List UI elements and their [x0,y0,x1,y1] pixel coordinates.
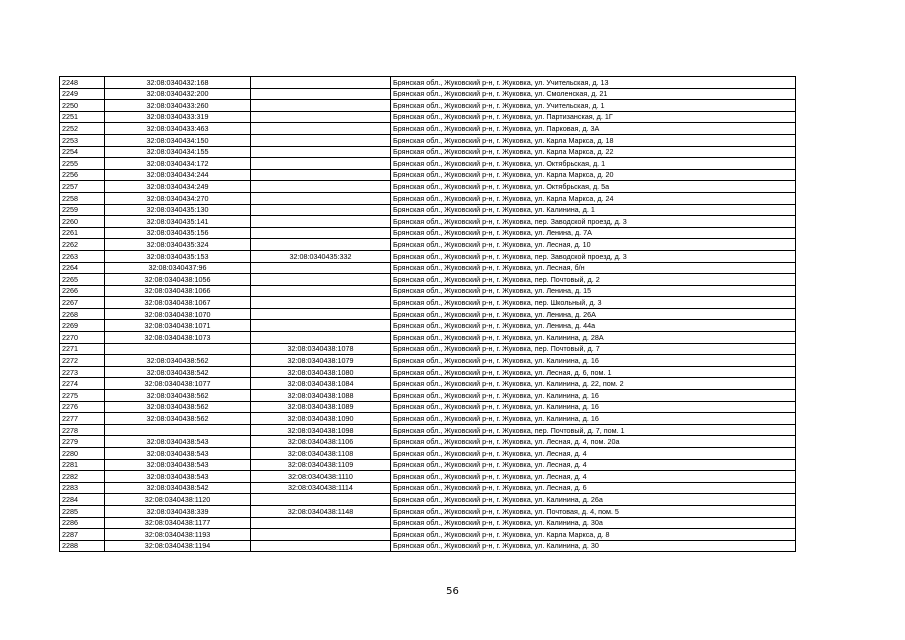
table-row [60,146,796,158]
row-number-cell: 2268 [60,308,105,320]
cadastral-number-cell: 32:08:0340438:1077 [105,378,251,390]
table-row [60,285,796,297]
cadastral-number-cell: 32:08:0340435:153 [105,250,251,262]
cadastral-number-cell: 32:08:0340438:542 [105,482,251,494]
cadastral-number-cell [105,424,251,436]
row-number-cell: 2276 [60,401,105,413]
object-cadastral-number-cell: 32:08:0340438:1084 [251,378,391,390]
table-row [60,355,796,367]
table-row [60,111,796,123]
row-number-cell: 2258 [60,192,105,204]
address-cell: Брянская обл., Жуковский р-н, г. Жуковка, пер. Почтовый, д. 2 [391,274,796,286]
table-row [60,378,796,390]
object-cadastral-number-cell [251,169,391,181]
cadastral-number-cell: 32:08:0340438:562 [105,401,251,413]
object-cadastral-number-cell [251,274,391,286]
object-cadastral-number-cell: 32:08:0340438:1108 [251,448,391,460]
cadastral-number-cell: 32:08:0340438:1177 [105,517,251,529]
table-row [60,343,796,355]
object-cadastral-number-cell: 32:08:0340438:1110 [251,471,391,483]
row-number-cell: 2256 [60,169,105,181]
object-cadastral-number-cell [251,227,391,239]
object-cadastral-number-cell [251,111,391,123]
cadastral-number-cell: 32:08:0340434:270 [105,192,251,204]
object-cadastral-number-cell [251,192,391,204]
row-number-cell: 2260 [60,216,105,228]
object-cadastral-number-cell [251,308,391,320]
cadastral-number-cell: 32:08:0340435:156 [105,227,251,239]
table-row [60,308,796,320]
object-cadastral-number-cell: 32:08:0340438:1078 [251,343,391,355]
cadastral-number-cell: 32:08:0340438:1067 [105,297,251,309]
address-cell: Брянская обл., Жуковский р-н, г. Жуковка, ул. Калинина, д. 16 [391,413,796,425]
object-cadastral-number-cell [251,100,391,112]
row-number-cell: 2281 [60,459,105,471]
row-number-cell: 2277 [60,413,105,425]
object-cadastral-number-cell [251,332,391,344]
object-cadastral-number-cell: 32:08:0340438:1079 [251,355,391,367]
cadastral-number-cell: 32:08:0340438:562 [105,413,251,425]
row-number-cell: 2270 [60,332,105,344]
cadastral-number-cell: 32:08:0340438:542 [105,366,251,378]
cadastral-number-cell: 32:08:0340438:543 [105,471,251,483]
property-table [59,76,796,552]
object-cadastral-number-cell [251,134,391,146]
cadastral-number-cell: 32:08:0340438:562 [105,390,251,402]
object-cadastral-number-cell [251,320,391,332]
object-cadastral-number-cell: 32:08:0340438:1090 [251,413,391,425]
address-cell: Брянская обл., Жуковский р-н, г. Жуковка, ул. Карла Маркса, д. 20 [391,169,796,181]
address-cell: Брянская обл., Жуковский р-н, г. Жуковка, ул. Калинина, д. 30 [391,540,796,552]
object-cadastral-number-cell [251,88,391,100]
address-cell: Брянская обл., Жуковский р-н, г. Жуковка, пер. Почтовый, д. 7, пом. 1 [391,424,796,436]
object-cadastral-number-cell [251,494,391,506]
address-cell: Брянская обл., Жуковский р-н, г. Жуковка, ул. Учительская, д. 1 [391,100,796,112]
cadastral-number-cell: 32:08:0340438:1194 [105,540,251,552]
address-cell: Брянская обл., Жуковский р-н, г. Жуковка, ул. Калинина, д. 16 [391,355,796,367]
row-number-cell: 2266 [60,285,105,297]
cadastral-number-cell: 32:08:0340433:319 [105,111,251,123]
table-row [60,505,796,517]
cadastral-number-cell: 32:08:0340438:543 [105,459,251,471]
object-cadastral-number-cell [251,262,391,274]
object-cadastral-number-cell: 32:08:0340438:1089 [251,401,391,413]
address-cell: Брянская обл., Жуковский р-н, г. Жуковка, пер. Школьный, д. 3 [391,297,796,309]
object-cadastral-number-cell [251,529,391,541]
row-number-cell: 2248 [60,77,105,89]
table-row [60,482,796,494]
address-cell: Брянская обл., Жуковский р-н, г. Жуковка, ул. Парковая, д. 3А [391,123,796,135]
table-row [60,181,796,193]
table-row [60,169,796,181]
object-cadastral-number-cell [251,204,391,216]
table-row [60,448,796,460]
cadastral-number-cell: 32:08:0340438:1066 [105,285,251,297]
table-row [60,158,796,170]
table-row [60,424,796,436]
row-number-cell: 2288 [60,540,105,552]
object-cadastral-number-cell [251,517,391,529]
object-cadastral-number-cell [251,216,391,228]
cadastral-number-cell: 32:08:0340434:172 [105,158,251,170]
cadastral-number-cell: 32:08:0340434:150 [105,134,251,146]
object-cadastral-number-cell: 32:08:0340438:1106 [251,436,391,448]
table-row [60,216,796,228]
address-cell: Брянская обл., Жуковский р-н, г. Жуковка, ул. Калинина, д. 16 [391,401,796,413]
row-number-cell: 2274 [60,378,105,390]
page-number: 56 [446,586,459,597]
address-cell: Брянская обл., Жуковский р-н, г. Жуковка, ул. Карла Маркса, д. 22 [391,146,796,158]
object-cadastral-number-cell [251,540,391,552]
object-cadastral-number-cell [251,77,391,89]
table-row [60,204,796,216]
object-cadastral-number-cell [251,239,391,251]
object-cadastral-number-cell: 32:08:0340435:332 [251,250,391,262]
table-row [60,320,796,332]
object-cadastral-number-cell [251,181,391,193]
address-cell: Брянская обл., Жуковский р-н, г. Жуковка, ул. Лесная, б/н [391,262,796,274]
row-number-cell: 2286 [60,517,105,529]
table-row [60,517,796,529]
cadastral-number-cell: 32:08:0340438:1073 [105,332,251,344]
row-number-cell: 2279 [60,436,105,448]
object-cadastral-number-cell [251,285,391,297]
table-row [60,529,796,541]
cadastral-number-cell: 32:08:0340433:463 [105,123,251,135]
table-row [60,77,796,89]
cadastral-number-cell: 32:08:0340438:1071 [105,320,251,332]
address-cell: Брянская обл., Жуковский р-н, г. Жуковка, ул. Ленина, д. 7А [391,227,796,239]
cadastral-number-cell: 32:08:0340434:244 [105,169,251,181]
row-number-cell: 2271 [60,343,105,355]
row-number-cell: 2262 [60,239,105,251]
table-row [60,459,796,471]
object-cadastral-number-cell [251,158,391,170]
table-row [60,401,796,413]
address-cell: Брянская обл., Жуковский р-н, г. Жуковка, ул. Карла Маркса, д. 8 [391,529,796,541]
cadastral-number-cell: 32:08:0340438:543 [105,436,251,448]
object-cadastral-number-cell: 32:08:0340438:1114 [251,482,391,494]
cadastral-number-cell: 32:08:0340438:543 [105,448,251,460]
cadastral-number-cell: 32:08:0340438:1056 [105,274,251,286]
address-cell: Брянская обл., Жуковский р-н, г. Жуковка, ул. Лесная, д. 10 [391,239,796,251]
row-number-cell: 2252 [60,123,105,135]
address-cell: Брянская обл., Жуковский р-н, г. Жуковка, ул. Калинина, д. 22, пом. 2 [391,378,796,390]
object-cadastral-number-cell [251,123,391,135]
address-cell: Брянская обл., Жуковский р-н, г. Жуковка, ул. Октябрьская, д. 5а [391,181,796,193]
address-cell: Брянская обл., Жуковский р-н, г. Жуковка, ул. Партизанская, д. 1Г [391,111,796,123]
address-cell: Брянская обл., Жуковский р-н, г. Жуковка, ул. Калинина, д. 16 [391,390,796,402]
table-row [60,366,796,378]
address-cell: Брянская обл., Жуковский р-н, г. Жуковка, ул. Калинина, д. 28А [391,332,796,344]
address-cell: Брянская обл., Жуковский р-н, г. Жуковка, пер. Почтовый, д. 7 [391,343,796,355]
table-row [60,123,796,135]
row-number-cell: 2259 [60,204,105,216]
address-cell: Брянская обл., Жуковский р-н, г. Жуковка, ул. Калинина, д. 26а [391,494,796,506]
row-number-cell: 2267 [60,297,105,309]
row-number-cell: 2249 [60,88,105,100]
address-cell: Брянская обл., Жуковский р-н, г. Жуковка, пер. Заводской проезд, д. 3 [391,250,796,262]
object-cadastral-number-cell: 32:08:0340438:1080 [251,366,391,378]
row-number-cell: 2283 [60,482,105,494]
table-row [60,390,796,402]
table-row [60,274,796,286]
row-number-cell: 2255 [60,158,105,170]
object-cadastral-number-cell: 32:08:0340438:1098 [251,424,391,436]
address-cell: Брянская обл., Жуковский р-н, г. Жуковка, ул. Учительская, д. 13 [391,77,796,89]
address-cell: Брянская обл., Жуковский р-н, г. Жуковка, ул. Карла Маркса, д. 18 [391,134,796,146]
address-cell: Брянская обл., Жуковский р-н, г. Жуковка, ул. Лесная, д. 6 [391,482,796,494]
table-row [60,471,796,483]
row-number-cell: 2280 [60,448,105,460]
table-row [60,192,796,204]
cadastral-number-cell: 32:08:0340435:324 [105,239,251,251]
row-number-cell: 2284 [60,494,105,506]
cadastral-number-cell: 32:08:0340435:141 [105,216,251,228]
table-row [60,297,796,309]
address-cell: Брянская обл., Жуковский р-н, г. Жуковка, ул. Лесная, д. 4 [391,471,796,483]
row-number-cell: 2273 [60,366,105,378]
table-row [60,262,796,274]
address-cell: Брянская обл., Жуковский р-н, г. Жуковка, ул. Калинина, д. 1 [391,204,796,216]
row-number-cell: 2264 [60,262,105,274]
row-number-cell: 2269 [60,320,105,332]
row-number-cell: 2285 [60,505,105,517]
cadastral-number-cell: 32:08:0340437:96 [105,262,251,274]
table-row [60,540,796,552]
row-number-cell: 2282 [60,471,105,483]
table-row [60,239,796,251]
address-cell: Брянская обл., Жуковский р-н, г. Жуковка, ул. Почтовая, д. 4, пом. 5 [391,505,796,517]
table-row [60,134,796,146]
row-number-cell: 2263 [60,250,105,262]
cadastral-number-cell: 32:08:0340432:200 [105,88,251,100]
cadastral-number-cell: 32:08:0340438:339 [105,505,251,517]
object-cadastral-number-cell: 32:08:0340438:1109 [251,459,391,471]
address-cell: Брянская обл., Жуковский р-н, г. Жуковка, ул. Ленина, д. 44а [391,320,796,332]
cadastral-number-cell: 32:08:0340438:562 [105,355,251,367]
property-table-body [60,77,796,552]
object-cadastral-number-cell: 32:08:0340438:1148 [251,505,391,517]
address-cell: Брянская обл., Жуковский р-н, г. Жуковка, ул. Ленина, д. 26А [391,308,796,320]
cadastral-number-cell: 32:08:0340434:249 [105,181,251,193]
cadastral-number-cell: 32:08:0340438:1070 [105,308,251,320]
row-number-cell: 2275 [60,390,105,402]
row-number-cell: 2272 [60,355,105,367]
row-number-cell: 2278 [60,424,105,436]
table-row [60,250,796,262]
row-number-cell: 2254 [60,146,105,158]
cadastral-number-cell: 32:08:0340434:155 [105,146,251,158]
address-cell: Брянская обл., Жуковский р-н, г. Жуковка, пер. Заводской проезд, д. 3 [391,216,796,228]
address-cell: Брянская обл., Жуковский р-н, г. Жуковка, ул. Карла Маркса, д. 24 [391,192,796,204]
cadastral-number-cell: 32:08:0340435:130 [105,204,251,216]
row-number-cell: 2251 [60,111,105,123]
address-cell: Брянская обл., Жуковский р-н, г. Жуковка, ул. Лесная, д. 4 [391,459,796,471]
address-cell: Брянская обл., Жуковский р-н, г. Жуковка, ул. Лесная, д. 6, пом. 1 [391,366,796,378]
cadastral-number-cell: 32:08:0340438:1193 [105,529,251,541]
row-number-cell: 2261 [60,227,105,239]
table-row [60,494,796,506]
address-cell: Брянская обл., Жуковский р-н, г. Жуковка, ул. Смоленская, д. 21 [391,88,796,100]
table-row [60,88,796,100]
table-row [60,227,796,239]
row-number-cell: 2257 [60,181,105,193]
cadastral-number-cell [105,343,251,355]
table-row [60,332,796,344]
cadastral-number-cell: 32:08:0340432:168 [105,77,251,89]
row-number-cell: 2287 [60,529,105,541]
object-cadastral-number-cell: 32:08:0340438:1088 [251,390,391,402]
address-cell: Брянская обл., Жуковский р-н, г. Жуковка, ул. Лесная, д. 4 [391,448,796,460]
table-row [60,100,796,112]
cadastral-number-cell: 32:08:0340433:260 [105,100,251,112]
row-number-cell: 2253 [60,134,105,146]
row-number-cell: 2265 [60,274,105,286]
address-cell: Брянская обл., Жуковский р-н, г. Жуковка, ул. Лесная, д. 4, пом. 20а [391,436,796,448]
cadastral-number-cell: 32:08:0340438:1120 [105,494,251,506]
object-cadastral-number-cell [251,146,391,158]
object-cadastral-number-cell [251,297,391,309]
address-cell: Брянская обл., Жуковский р-н, г. Жуковка, ул. Октябрьская, д. 1 [391,158,796,170]
table-row [60,413,796,425]
address-cell: Брянская обл., Жуковский р-н, г. Жуковка, ул. Калинина, д. 30а [391,517,796,529]
row-number-cell: 2250 [60,100,105,112]
address-cell: Брянская обл., Жуковский р-н, г. Жуковка, ул. Ленина, д. 15 [391,285,796,297]
table-row [60,436,796,448]
